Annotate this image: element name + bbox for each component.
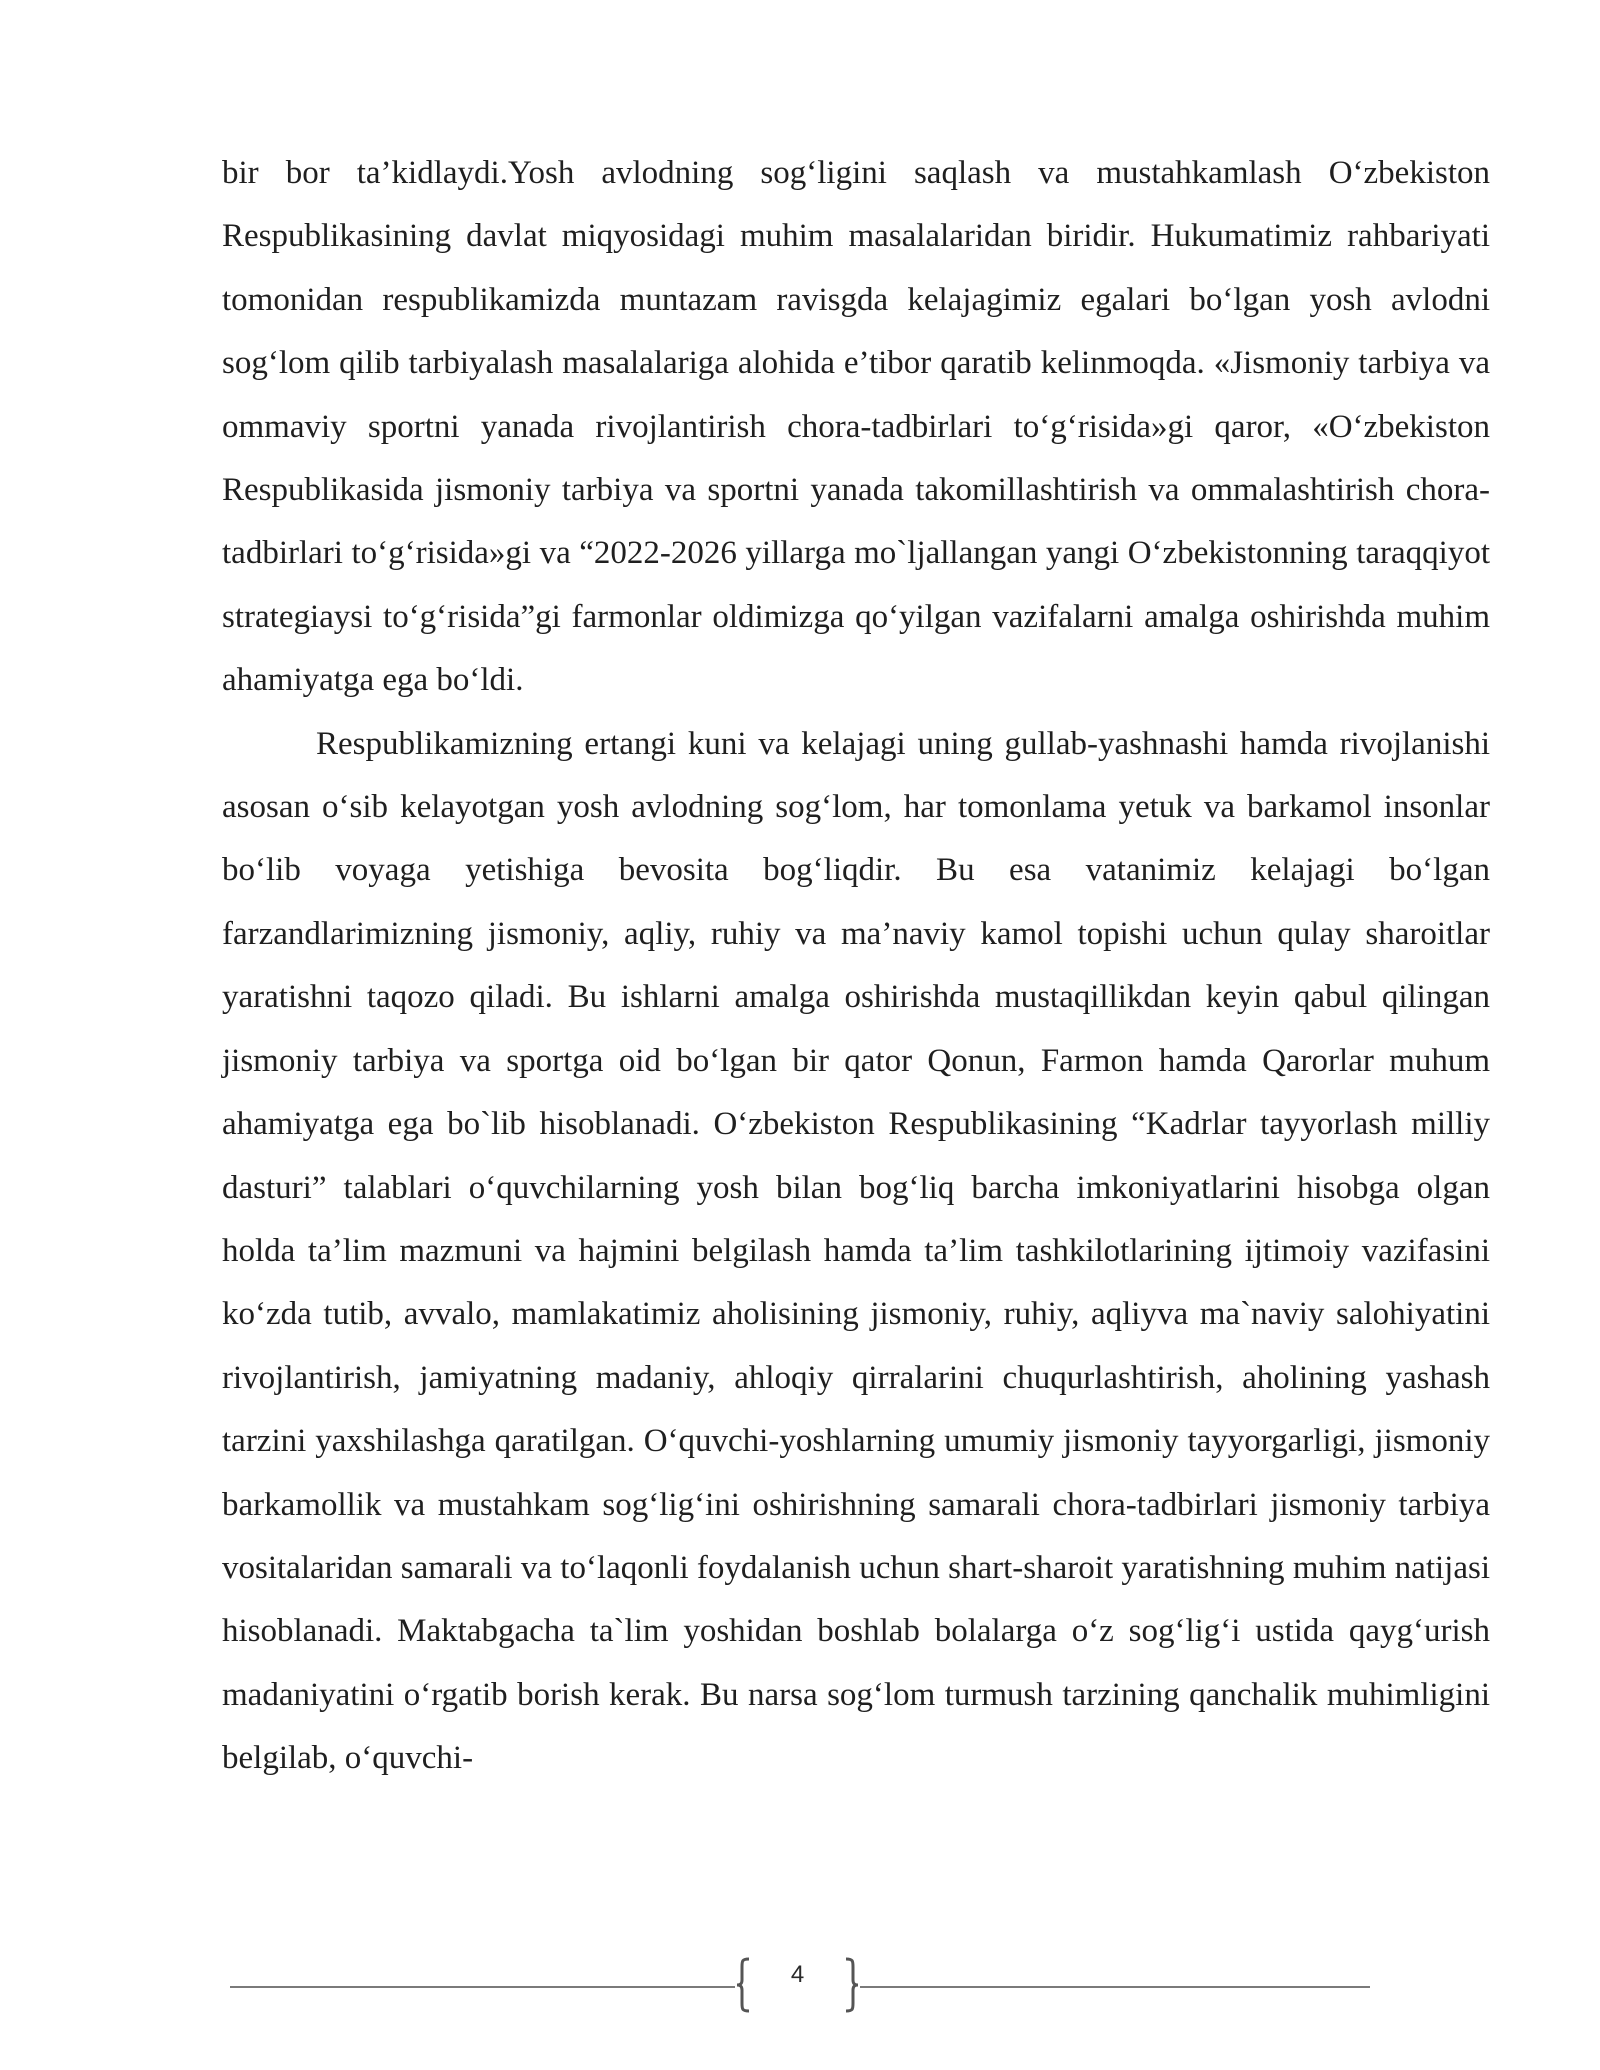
right-brace-icon [840, 1957, 860, 2013]
page-number: 4 [790, 1961, 805, 1988]
body-text [222, 142, 1490, 1791]
footer-rule-left [230, 1986, 735, 1988]
page-footer [230, 1955, 1370, 2019]
paragraph-main: Respublikamizning ertangi kuni va kelajagi uning gullab-yashnashi hamda rivojlanishi asosan o‘sib kelayotgan yosh avlodning sog‘lom, har tomonlama yetuk va barkamol insonlar bo‘lib voyaga yetishiga bevosita bog‘liqdir. Bu esa vatanimiz kelajagi bo‘lgan farzandlarimizning jismoniy, aqliy, ruhiy va ma’naviy kamol topishi uchun qulay sharoitlar yaratishni taqozo qiladi. Bu ishlarni amalga oshirishda mustaqillikdan keyin qabul qilingan jismoniy tarbiya va sportga oid bo‘lgan bir qator Qonun, Farmon hamda Qarorlar muhum ahamiyatga ega bo`lib hisoblanadi. O‘zbekiston Respublikasining “Kadrlar tayyorlash milliy dasturi” talablari o‘quvchilarning yosh bilan bog‘liq barcha imkoniyatlarini hisobga olgan holda ta’lim mazmuni va hajmini belgilash hamda ta’lim tashkilotlarining ijtimoiy vazifasini ko‘zda tutib, avvalo, mamlakatimiz aholisining jismoniy, ruhiy, aqliyva ma`naviy salohiyatini rivojlantirish, jamiyatning madaniy, ahloqiy qirralarini chuqurlashtirish, aholining yashash tarzini yaxshilashga qaratilgan. O‘quvchi-yoshlarning umumiy jismoniy tayyorgarligi, jismoniy barkamollik va mustahkam sog‘lig‘ini oshirishning samarali chora-tadbirlari jismoniy tarbiya vositalaridan samarali va to‘laqonli foydalanish uchun shart-sharoit yaratishning muhim natijasi hisoblanadi. Maktabgacha ta`lim yoshidan boshlab bolalarga o‘z sog‘lig‘i ustida qayg‘urish madaniyatini o‘rgatib borish kerak. Bu narsa sog‘lom turmush tarzining qanchalik muhimligini belgilab, o‘quvchi- [222, 725, 1490, 1777]
paragraph-continuation: bir bor ta’kidlaydi.Yosh avlodning sog‘ligini saqlash va mustahkamlash O‘zbekiston Respublikasining davlat miqyosidagi muhim masalalaridan biridir. Hukumatimiz rahbariyati tomonidan respublikamizda muntazam ravisgda kelajagimiz egalari bo‘lgan yosh avlodni sog‘lom qilib tarbiyalash masalalariga alohida e’tibor qaratib kelinmoqda. «Jismoniy tarbiya va ommaviy sportni yanada rivojlantirish chora-tadbirlari to‘g‘risida»gi qaror, «O‘zbekiston Respublikasida jismoniy tarbiya va sportni yanada takomillashtirish va ommalashtirish chora-tadbirlari to‘g‘risida»gi va “2022-2026 yillarga mo`ljallangan yangi O‘zbekistonning taraqqiyot strategiaysi to‘g‘risida”gi farmonlar oldimizga qo‘yilgan vazifalarni amalga oshirishda muhim ahamiyatga ega bo‘ldi. [222, 155, 1490, 699]
footer-rule-right [860, 1986, 1370, 1988]
left-brace-icon [735, 1957, 755, 2013]
